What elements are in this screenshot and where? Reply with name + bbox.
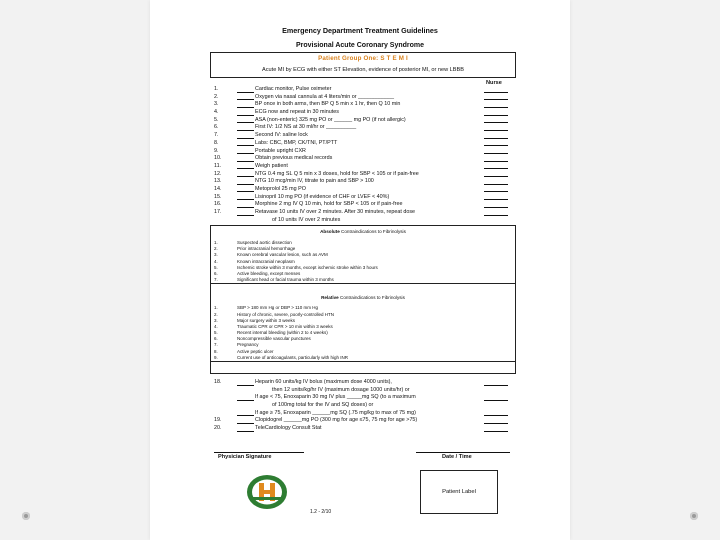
step-18 [214, 379, 514, 387]
step-text: First IV: 1/2 NS at 30 ml/hr or __________ [255, 124, 357, 131]
step-3 [214, 101, 514, 109]
item-number: 1. [214, 305, 218, 311]
physician-signature-label: Physician Signature [218, 454, 272, 460]
step-text: Lisinopril 10 mg PO (if evidence of CHF or LVEF < 40%) [255, 193, 390, 200]
item-number: 7. [214, 277, 218, 283]
nurse-initials-line[interactable] [484, 400, 508, 401]
step-initials-blank[interactable] [237, 107, 254, 108]
nurse-initials-line[interactable] [484, 99, 508, 100]
date-time-line[interactable] [416, 452, 510, 453]
step-text: If age < 75, Enoxaparin 30 mg IV plus _____mg SQ (to a maximum [255, 394, 416, 401]
step-15 [214, 194, 514, 202]
treatment-steps-continued [214, 379, 514, 433]
item-number: 3. [214, 317, 218, 323]
step-text: Heparin 60 units/kg IV bolus (maximum dose 4000 units), [255, 379, 392, 385]
item-number: 2. [214, 246, 218, 252]
step-initials-blank[interactable] [237, 184, 254, 185]
form-version: 1.2 - 2/10 [310, 509, 332, 515]
step-initials-blank[interactable] [237, 215, 254, 216]
item-text: Active bleeding, except menses [237, 270, 301, 276]
step-initials-blank[interactable] [237, 176, 254, 177]
step-1 [214, 86, 514, 94]
signature-area [214, 440, 514, 470]
item-text: Significant head or facial trauma within 3 months [237, 277, 334, 283]
relative-contraindication-item [211, 355, 515, 362]
step-text: Obtain previous medical records [255, 155, 333, 162]
step-text: Metoprolol 25 mg PO [255, 185, 306, 192]
step-initials-blank[interactable] [237, 199, 254, 200]
document-page [150, 0, 570, 540]
step-number: 7. [214, 132, 219, 139]
step-initials-blank[interactable] [237, 385, 254, 386]
step-initials-blank[interactable] [237, 92, 254, 93]
nurse-initials-line[interactable] [484, 199, 508, 200]
step-initials-blank[interactable] [237, 423, 254, 424]
nurse-column-header: Nurse [486, 80, 502, 86]
step-initials-blank[interactable] [237, 138, 254, 139]
nurse-initials-line[interactable] [484, 115, 508, 116]
nurse-initials-line[interactable] [484, 92, 508, 93]
step-initials-blank[interactable] [237, 99, 254, 100]
relative-contraindications-title: Relative Contraindications to Fibrinolysis [321, 295, 405, 301]
step-number: 3. [214, 101, 219, 108]
physician-signature-line[interactable] [214, 452, 304, 453]
step-text: BP once in both arms, then BP Q 5 min x 1 hr, then Q 10 min [255, 101, 401, 108]
step-number: 18. [214, 379, 222, 385]
nurse-initials-line[interactable] [484, 161, 508, 162]
step-text: Weigh patient [255, 162, 288, 169]
step-text: Clopidogrel ______mg PO (300 mg for age ≤75, 75 mg for age >75) [255, 417, 418, 424]
relative-contraindications-list [211, 305, 515, 362]
step-8 [214, 140, 514, 148]
step-initials-blank[interactable] [237, 191, 254, 192]
item-text: Traumatic CPR or CPR > 10 min within 3 weeks [237, 323, 333, 329]
step-10 [214, 155, 514, 163]
step-16 [214, 201, 514, 209]
step-initials-blank[interactable] [237, 168, 254, 169]
step-text: ECG now and repeat in 30 minutes [255, 109, 339, 116]
nurse-initials-line[interactable] [484, 122, 508, 123]
item-text: Major surgery within 3 weeks [237, 317, 296, 323]
step-18-line-4: of 100mg total for the IV and SQ doses) or [272, 402, 374, 409]
treatment-steps [214, 86, 514, 224]
step-number: 1. [214, 86, 219, 92]
step-text: Cardiac monitor, Pulse oximeter [255, 86, 332, 92]
absolute-contraindications-list [211, 240, 515, 284]
step-number: 20. [214, 425, 222, 432]
item-text: Noncompressible vascular punctures [237, 336, 311, 342]
step-number: 4. [214, 109, 219, 116]
item-number: 2. [214, 311, 218, 317]
item-number: 9. [214, 354, 218, 360]
step-number: 9. [214, 147, 219, 154]
item-text: History of chronic, severe, poorly-controlled HTN [237, 311, 335, 317]
slide-bullet-left [22, 512, 30, 520]
step-initials-blank[interactable] [237, 122, 254, 123]
nurse-initials-line[interactable] [484, 191, 508, 192]
document-subtitle: Provisional Acute Coronary Syndrome [295, 42, 425, 49]
step-number: 6. [214, 124, 219, 131]
step-11 [214, 163, 514, 171]
patient-group-box [210, 52, 516, 78]
nurse-initials-line[interactable] [484, 145, 508, 146]
step-13 [214, 178, 514, 186]
nurse-initials-line[interactable] [484, 176, 508, 177]
item-number: 4. [214, 258, 218, 264]
step-4 [214, 109, 514, 117]
step-18-enoxaparin-under-75 [214, 394, 514, 402]
step-number: 2. [214, 93, 219, 100]
item-number: 7. [214, 342, 218, 348]
item-number: 5. [214, 264, 218, 270]
step-text: Second IV: saline lock [255, 132, 308, 139]
item-number: 5. [214, 330, 218, 336]
item-number: 1. [214, 240, 218, 245]
item-text: Prior intracranial hemorrhage [237, 246, 296, 252]
item-number: 6. [214, 270, 218, 276]
item-number: 3. [214, 252, 218, 258]
step-text: Retavase 10 units IV over 2 minutes. After 30 minutes, repeat dose [255, 209, 416, 215]
nurse-initials-line[interactable] [484, 168, 508, 169]
step-18-enoxaparin-75-plus [214, 410, 514, 418]
step-text: TeleCardiology Consult Stat [255, 425, 322, 432]
nurse-initials-line[interactable] [484, 423, 508, 424]
nurse-initials-line[interactable] [484, 215, 508, 216]
step-initials-blank[interactable] [237, 115, 254, 116]
step-initials-blank[interactable] [237, 130, 254, 131]
contraindications-box [210, 225, 516, 374]
step-text: NTG 10 mcg/min IV, titrate to pain and SBP > 100 [255, 178, 374, 185]
step-initials-blank[interactable] [237, 400, 254, 401]
step-number: 15. [214, 193, 222, 200]
item-text: Active peptic ulcer [237, 348, 274, 354]
slide-bullet-right [690, 512, 698, 520]
nurse-initials-line[interactable] [484, 431, 508, 432]
nurse-initials-line[interactable] [484, 184, 508, 185]
step-18-line-2: then 12 units/kg/hr IV (maximum dosage 1000 units/hr) or [272, 386, 410, 393]
item-number: 6. [214, 336, 218, 342]
item-text: Suspected aortic dissection [237, 240, 292, 245]
item-text: Pregnancy [237, 342, 259, 348]
step-text: ASA (non-enteric) 325 mg PO or ______ mg PO (if not allergic) [255, 116, 406, 123]
item-text: Recent internal bleeding (within 2 to 4 weeks) [237, 330, 328, 336]
item-text: Current use of anticoagulants, particularly with high INR [237, 354, 349, 360]
item-text: SBP > 180 mm Hg or DBP > 110 mm Hg [237, 305, 319, 311]
nurse-initials-line[interactable] [484, 207, 508, 208]
nurse-initials-line[interactable] [484, 138, 508, 139]
item-number: 4. [214, 323, 218, 329]
nurse-initials-line[interactable] [484, 130, 508, 131]
step-initials-blank[interactable] [237, 145, 254, 146]
step-19 [214, 417, 514, 425]
item-text: Known intracranial neoplasm [237, 258, 295, 264]
step-number: 19. [214, 417, 222, 424]
step-text: Morphine 2 mg IV Q 10 min, hold for SBP < 105 or if pain-free [255, 201, 403, 208]
step-number: 5. [214, 116, 219, 123]
step-number: 13. [214, 178, 222, 185]
step-number: 17. [214, 209, 222, 215]
nurse-initials-line[interactable] [484, 415, 508, 416]
step-text: Labs: CBC, BMP, CK/TNI, PT/PTT [255, 139, 338, 146]
step-5 [214, 117, 514, 125]
step-initials-blank[interactable] [237, 207, 254, 208]
item-text: Known cerebral vascular lesion, such as AVM [237, 252, 328, 258]
step-initials-blank[interactable] [237, 153, 254, 154]
step-number: 16. [214, 201, 222, 208]
date-time-label: Date / Time [442, 454, 472, 460]
absolute-contraindications-title: Absolute Contraindications to Fibrinolysis [320, 229, 406, 234]
item-text: Ischemic stroke within 3 months, except ischemic stroke within 3 hours [237, 264, 378, 270]
nurse-initials-line[interactable] [484, 107, 508, 108]
nurse-initials-line[interactable] [484, 153, 508, 154]
item-number: 8. [214, 348, 218, 354]
step-9 [214, 148, 514, 156]
step-initials-blank[interactable] [237, 161, 254, 162]
step-number: 8. [214, 139, 219, 146]
step-text: Oxygen via nasal cannula at 4 liters/min or ____________ [255, 93, 395, 100]
step-14 [214, 186, 514, 194]
step-6 [214, 124, 514, 132]
step-7 [214, 132, 514, 140]
step-20 [214, 425, 514, 433]
acute-mi-criteria: Acute MI by ECG with either ST Elevation, evidence of posterior MI, or new LBBB [262, 67, 464, 73]
step-text: NTG 0.4 mg SL Q 5 min x 3 doses, hold for SBP < 105 or if pain-free [255, 170, 419, 177]
patient-label-box[interactable]: Patient Label [420, 470, 498, 514]
nurse-initials-line[interactable] [484, 385, 508, 386]
document-title: Emergency Department Treatment Guidelines [282, 26, 438, 35]
step-number: 14. [214, 185, 222, 192]
step-number: 10. [214, 155, 222, 162]
step-12 [214, 171, 514, 179]
step-number: 12. [214, 170, 222, 177]
step-number: 11. [214, 162, 222, 169]
step-17-continuation: of 10 units IV over 2 minutes [272, 216, 341, 223]
absolute-contraindication-item [211, 277, 515, 284]
step-text: If age ≥ 75, Enoxaparin ______mg SQ (.75 mg/kg to max of 75 mg) [255, 409, 416, 416]
step-initials-blank[interactable] [237, 415, 254, 416]
patient-group-label: Patient Group One: S T E M I [318, 55, 408, 62]
step-initials-blank[interactable] [237, 431, 254, 432]
hospital-logo-icon [245, 473, 289, 511]
step-text: Portable upright CXR [255, 147, 306, 154]
step-2 [214, 94, 514, 102]
step-17 [214, 209, 514, 217]
